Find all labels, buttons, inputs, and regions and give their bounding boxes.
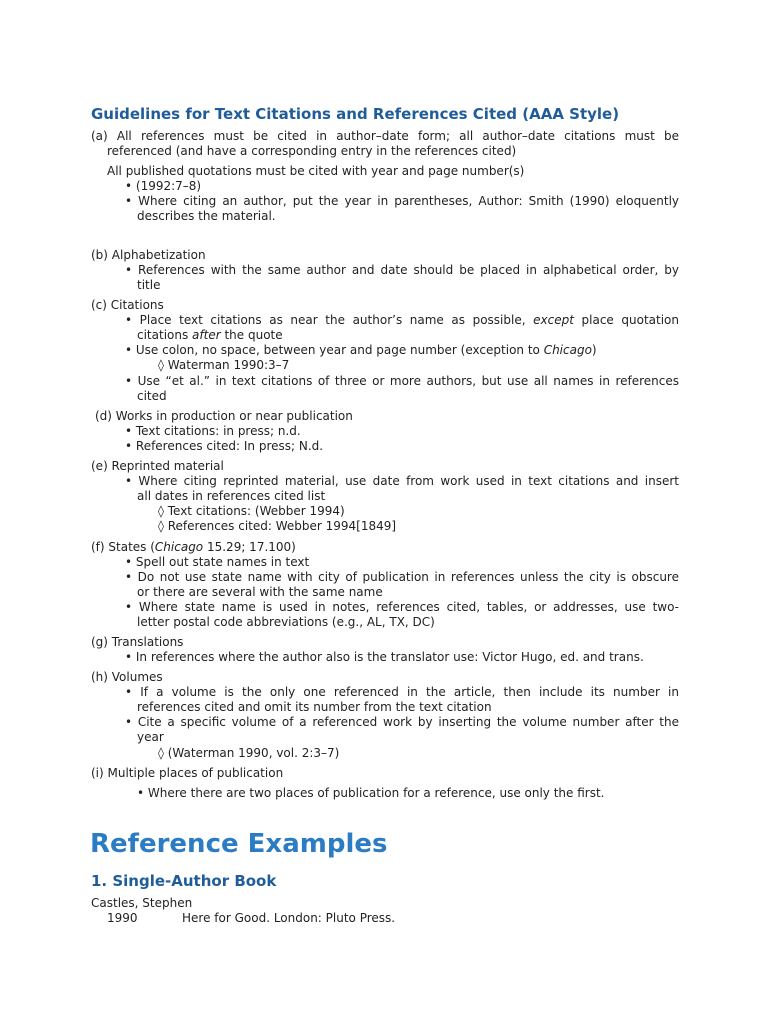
d-heading: (d) Works in production or near publication <box>95 409 353 423</box>
c-bullet-1: • Place text citations as near the author’s name as possible, except place quotation <box>125 313 679 327</box>
example-year: 1990 <box>107 911 138 925</box>
i-bullet-1: • Where there are two places of publication for a reference, use only the first. <box>137 786 605 800</box>
h-bullet-1: • If a volume is the only one referenced in the article, then include its number in <box>125 685 679 699</box>
f-bullet-1: • Spell out state names in text <box>125 555 310 569</box>
e-heading: (e) Reprinted material <box>91 459 224 473</box>
a-line-2: referenced (and have a corresponding entry in the references cited) <box>107 144 517 158</box>
reference-examples-heading: Reference Examples <box>90 829 388 859</box>
h-heading: (h) Volumes <box>91 670 163 684</box>
b-bullet-1: • References with the same author and date should be placed in alphabetical order, by <box>125 263 679 277</box>
h-sub-1: ◊ (Waterman 1990, vol. 2:3–7) <box>158 746 340 760</box>
c-bullet-3: • Use “et al.” in text citations of three or more authors, but use all names in references <box>125 374 679 388</box>
h-bullet-2-cont: year <box>137 730 164 744</box>
example-author: Castles, Stephen <box>91 896 193 910</box>
c-bullet-3-cont: cited <box>137 389 167 403</box>
f-bullet-3: • Where state name is used in notes, references cited, tables, or addresses, use two- <box>125 600 679 614</box>
f-bullet-3-cont: letter postal code abbreviations (e.g., AL, TX, DC) <box>137 615 435 629</box>
f-heading: (f) States (Chicago 15.29; 17.100) <box>91 540 296 554</box>
c-bullet-2: • Use colon, no space, between year and page number (exception to Chicago) <box>125 343 597 357</box>
e-sub-2: ◊ References cited: Webber 1994[1849] <box>158 519 397 533</box>
h-bullet-1-cont: references cited and omit its number from the text citation <box>137 700 492 714</box>
a-quote-line: All published quotations must be cited with year and page number(s) <box>107 164 525 178</box>
f-bullet-2: • Do not use state name with city of publication in references unless the city is obscure <box>125 570 679 584</box>
e-sub-1: ◊ Text citations: (Webber 1994) <box>158 504 345 518</box>
a-bullet-2: • Where citing an author, put the year in parentheses, Author: Smith (1990) eloquently <box>125 194 679 208</box>
a-bullet-1: • (1992:7–8) <box>125 179 202 193</box>
f-bullet-2-cont: or there are several with the same name <box>137 585 383 599</box>
c-bullet-1-cont: citations after the quote <box>137 328 283 342</box>
i-heading: (i) Multiple places of publication <box>91 766 284 780</box>
c-heading: (c) Citations <box>91 298 164 312</box>
h-bullet-2: • Cite a specific volume of a referenced work by inserting the volume number after the <box>125 715 679 729</box>
e-bullet-1: • Where citing reprinted material, use date from work used in text citations and insert <box>125 474 679 488</box>
d-bullet-1: • Text citations: in press; n.d. <box>125 424 301 438</box>
a-line-1: (a) All references must be cited in author–date form; all author–date citations must be <box>91 129 679 143</box>
c-sub-1: ◊ Waterman 1990:3–7 <box>158 358 290 372</box>
guidelines-title: Guidelines for Text Citations and References Cited (AAA Style) <box>91 105 620 123</box>
g-heading: (g) Translations <box>91 635 184 649</box>
single-author-book-heading: 1. Single-Author Book <box>91 872 277 890</box>
b-bullet-1-cont: title <box>137 278 161 292</box>
g-bullet-1: • In references where the author also is the translator use: Victor Hugo, ed. and trans. <box>125 650 644 664</box>
e-bullet-1-cont: all dates in references cited list <box>137 489 326 503</box>
b-heading: (b) Alphabetization <box>91 248 206 262</box>
d-bullet-2: • References cited: In press; N.d. <box>125 439 324 453</box>
example-entry: Here for Good. London: Pluto Press. <box>182 911 396 925</box>
a-bullet-2-cont: describes the material. <box>137 209 276 223</box>
